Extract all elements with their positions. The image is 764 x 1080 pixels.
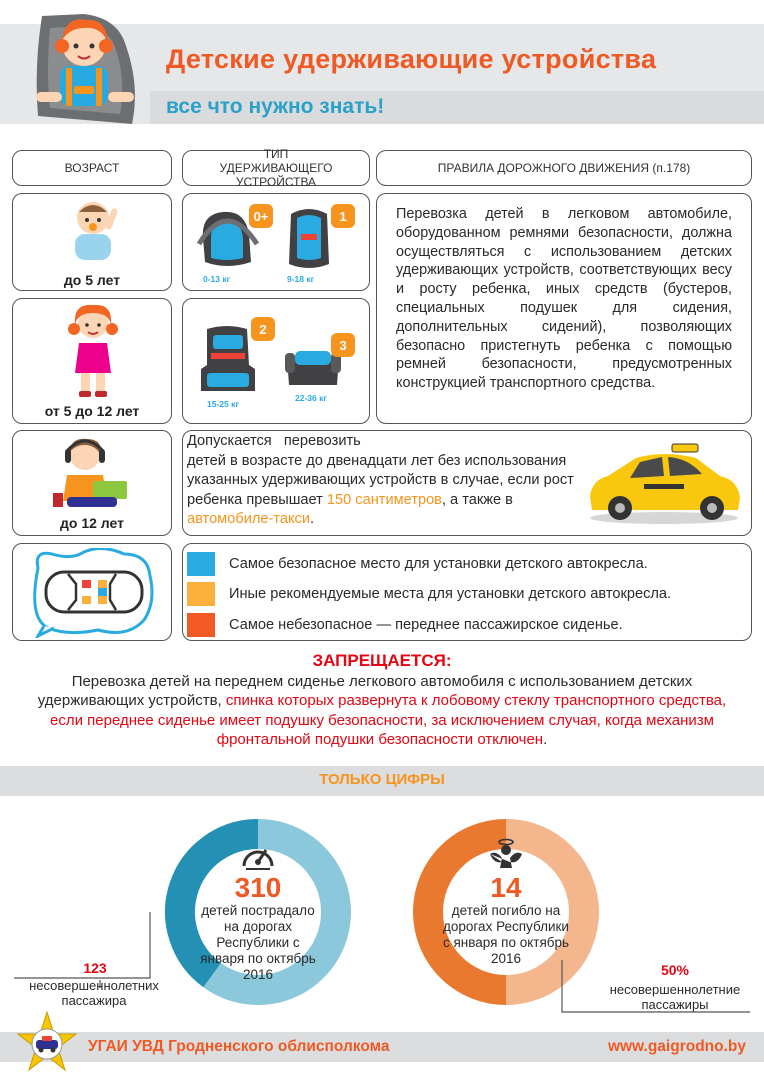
killed-passengers-label: несовершеннолетние пассажиры <box>609 982 741 1012</box>
seat-box-groups-2-3 <box>182 298 370 424</box>
age-box-under-5 <box>12 193 172 291</box>
column-header-device-type: ТИП УДЕРЖИВАЮЩЕГО УСТРОЙСТВА <box>182 150 370 186</box>
seat-badge: 3 <box>331 333 355 357</box>
numbers-title: ТОЛЬКО ЦИФРЫ <box>319 771 445 788</box>
angel-icon <box>486 838 526 872</box>
seat-badge: 0+ <box>249 204 273 228</box>
age-box-under-12 <box>12 430 172 536</box>
killed-description: детей погибло на дорогах Республики с января по октябрь 2016 <box>442 903 570 966</box>
seat-badge: 1 <box>331 204 355 228</box>
legend-row-recommended: Иные рекомендуемые места для установки детского автокресла. <box>187 582 671 606</box>
forbidden-highlight: спинка которых развернута к лобовому стеклу транспортного средства, если переднее сиденье имеет подушку безопасности, за исключением случая, когда механизм фронтальной подушки безопасности отключен <box>50 692 727 748</box>
column-header-age: ВОЗРАСТ <box>12 150 172 186</box>
age-label-5-12: от 5 до 12 лет <box>44 403 140 419</box>
highback-booster-seat-icon <box>197 325 259 397</box>
legend-swatch <box>187 613 215 637</box>
killed-passengers-share: 50% <box>660 962 690 978</box>
allowed-text: Допускается перевозить детей в возрасте до двенадцати лет без использования указанных удерживающих устройств в случае, если рост ребенка превышает 150 сантиметров, а также в автомобиле-такси. <box>187 433 574 527</box>
traffic-police-emblem <box>14 1010 80 1076</box>
injured-passengers-count: 123 <box>83 960 107 976</box>
column-header-rules: ПРАВИЛА ДОРОЖНОГО ДВИЖЕНИЯ (п.178) <box>376 150 752 186</box>
killed-count: 14 <box>490 872 522 903</box>
seat-weight: 22-36 кг <box>295 393 327 403</box>
baby-icon <box>65 198 125 264</box>
page-title: Детские удерживающие устройства <box>166 44 657 74</box>
height-highlight: 150 сантиметров <box>326 491 442 508</box>
injured-passengers-label: несовершеннолетних пассажира <box>29 978 159 1008</box>
taxi-car-icon <box>584 440 744 526</box>
seat-badge: 2 <box>251 317 275 341</box>
legend-row-unsafe: Самое небезопасное — переднее пассажирское сиденье. <box>187 613 623 637</box>
seat-weight: 9-18 кг <box>287 274 315 284</box>
seat-weight: 0-13 кг <box>203 274 231 284</box>
age-label-under-12: до 12 лет <box>60 515 124 531</box>
legend-swatch <box>187 552 215 576</box>
toddler-seat-icon <box>283 204 335 274</box>
forbidden-text: Перевозка детей на переднем сиденье легкового автомобиля с использованием детских удерживающих устройств, спинка которых развернута к лобовому стеклу транспортного средства, если переднее сиденье имеет подушку безопасности, за исключением случая, когда механизм фронтальной подушки безопасности отключен. <box>37 673 727 748</box>
injured-description: детей пострадало на дорогах Республики с января по октябрь 2016 <box>200 903 316 982</box>
footer-website-link[interactable]: www.gaigrodno.by <box>607 1038 746 1055</box>
seat-box-groups-0-1 <box>182 193 370 291</box>
taxi-highlight: автомобиле-такси <box>187 511 310 527</box>
page-subtitle: все что нужно знать! <box>166 95 385 118</box>
child-car-seat-illustration <box>14 6 154 134</box>
seat-weight: 15-25 кг <box>207 399 239 409</box>
forbidden-title: ЗАПРЕЩАЕТСЯ: <box>312 651 452 670</box>
age-label-under-5: до 5 лет <box>63 272 121 288</box>
age-box-5-12 <box>12 298 172 424</box>
legend-swatch <box>187 582 215 606</box>
rules-text: Перевозка детей в легковом автомобиле, оборудованном ремнями безопасности, должна осуществляться с использованием детских удерживающих устройств, соответствующих весу и росту ребенка, иных средств (бустеров, специальных подушек для сидения, дополнительных сидений), позволяющих безопасно пристегнуть ребенка с помощью ремней безопасности, предусмотренных конструкцией транспортного средства. <box>396 206 732 392</box>
legend-row-safest: Самое безопасное место для установки детского автокресла. <box>187 552 648 576</box>
boy-icon <box>49 435 139 511</box>
girl-icon <box>65 303 121 399</box>
footer-organization: УГАИ УВД Гродненского облисполкома <box>88 1038 390 1055</box>
injured-count: 310 <box>234 872 282 903</box>
car-seat-position-diagram <box>28 548 158 638</box>
callout-line-left <box>14 912 150 988</box>
speedometer-icon <box>240 838 276 872</box>
